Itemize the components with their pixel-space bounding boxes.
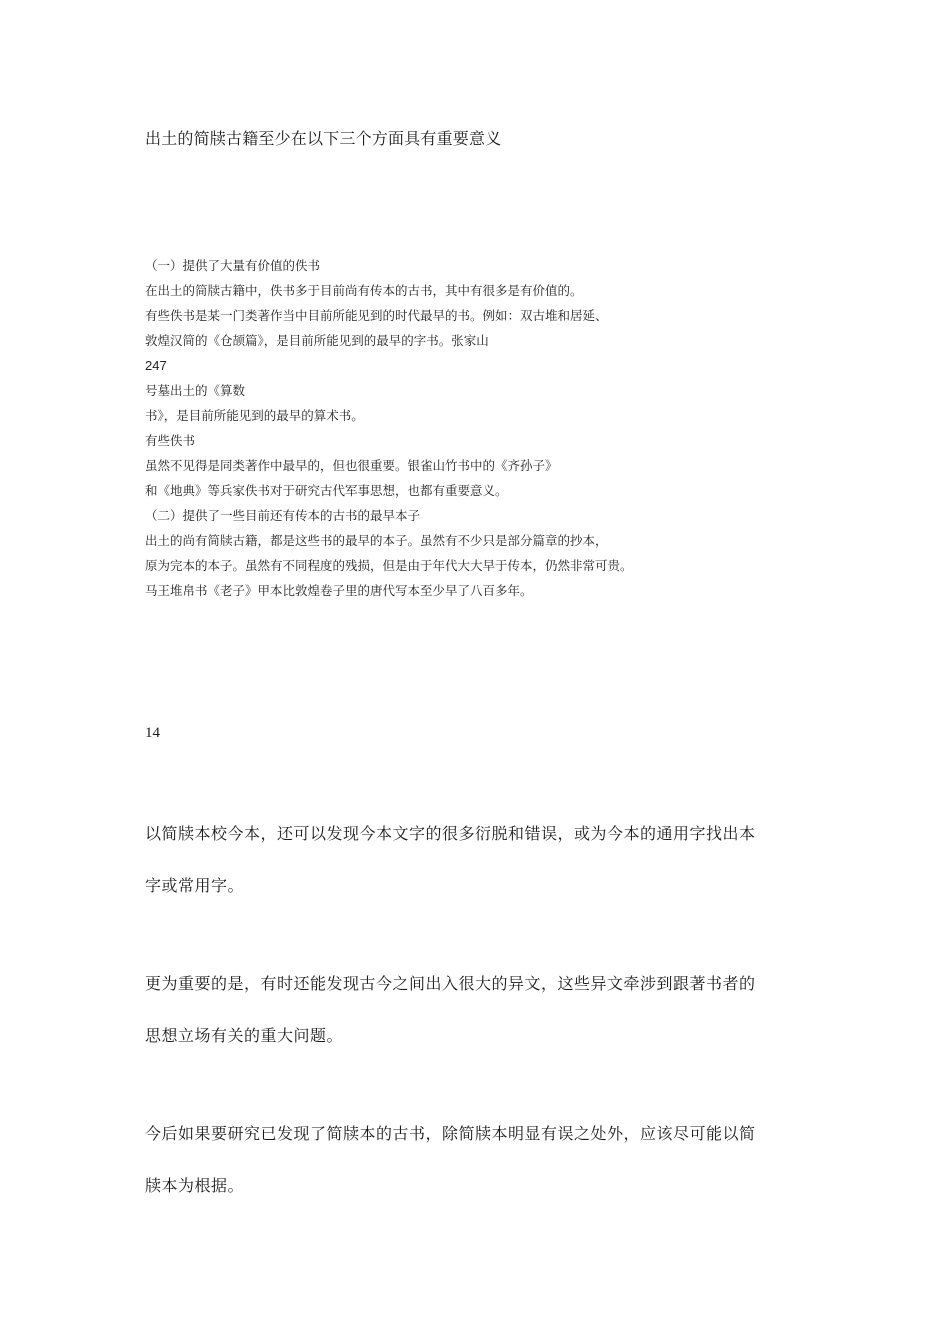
text-line: 出土的尚有简牍古籍，都是这些书的最早的本子。虽然有不少只是部分篇章的抄本， [145,533,608,548]
small-text-block [145,253,785,603]
subheading-one: （一）提供了大量有价值的佚书 [145,258,321,273]
paragraph [145,822,785,926]
paragraph-line: 以简牍本校今本，还可以发现今本文字的很多衍脱和错误，或为今本的通用字找出本 [145,824,756,843]
text-line-number: 247 [145,358,167,373]
text-line: 在出土的简牍古籍中，佚书多于目前尚有传本的古书，其中有很多是有价值的。 [145,283,583,298]
text-line: 和《地典》等兵家佚书对于研究古代军事思想，也都有重要意义。 [145,483,508,498]
text-line: 马王堆帛书《老子》甲本比敦煌卷子里的唐代写本至少早了八百多年。 [145,583,533,598]
paragraph [145,972,785,1076]
paragraph-line: 字或常用字。 [145,876,245,895]
text-line: 书》，是目前所能见到的最早的算术书。 [145,408,364,423]
paragraph-line: 更为重要的是，有时还能发现古今之间出入很大的异文，这些异文牵涉到跟著书者的 [145,974,756,993]
text-line: 敦煌汉简的《仓颉篇》，是目前所能见到的最早的字书。张家山 [145,333,489,348]
section-heading: 出土的简牍古籍至少在以下三个方面具有重要意义 [145,129,502,148]
paragraph-line: 思想立场有关的重大问题。 [145,1026,344,1045]
text-line: 有些佚书是某一门类著作当中目前所能见到的时代最早的书。例如：双古堆和居延、 [145,308,608,323]
text-line: 原为完本的本子。虽然有不同程度的残损，但是由于年代大大早于传本，仍然非常可贵。 [145,558,633,573]
text-line: 有些佚书 [145,433,196,448]
page-number: 14 [145,725,160,741]
text-line: 号墓出土的《算数 [145,383,246,398]
paragraph [145,1122,785,1226]
paragraph-line: 今后如果要研究已发现了简牍本的古书，除简牍本明显有误之处外，应该尽可能以简 [145,1124,756,1143]
text-line: 虽然不见得是同类著作中最早的，但也很重要。银雀山竹书中的《齐孙子》 [145,458,558,473]
paragraph-line: 牍本为根据。 [145,1176,245,1195]
subheading-two: （二）提供了一些目前还有传本的古书的最早本子 [145,508,421,523]
